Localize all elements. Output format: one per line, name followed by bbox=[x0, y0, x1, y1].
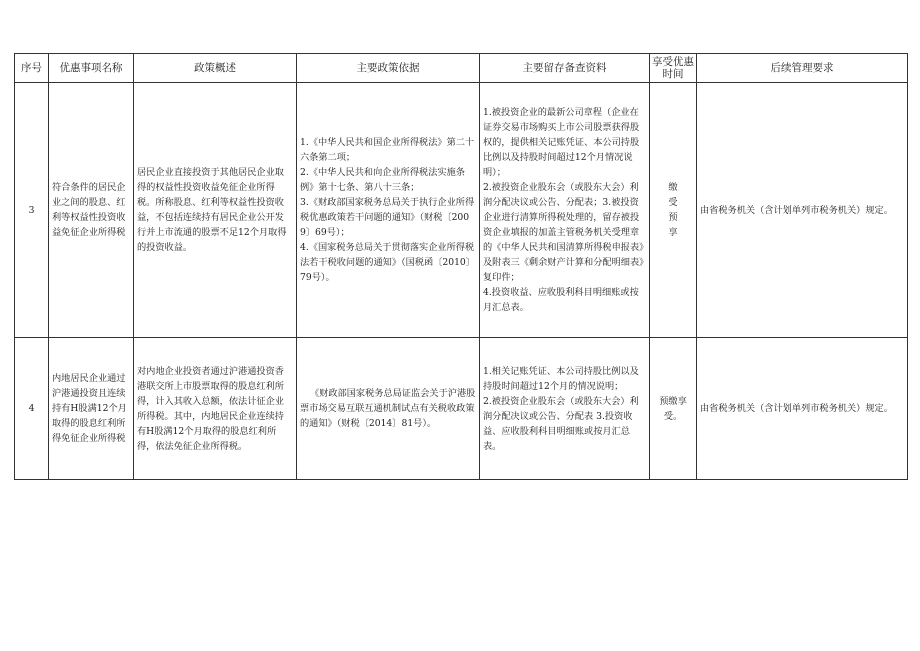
policy-summary: 居民企业直接投资于其他居民企业取得的权益性投资收益免征企业所得税。所称股息、红利等权益性投资收益，不包括连续持有居民企业公开发行并上市流通的股票不足12个月取得的投资收益。 bbox=[134, 83, 297, 338]
basis-line: 《财政部国家税务总局证监会关于沪港股票市场交易互联互通机制试点有关税收政策的通知》（财税〔2014〕81号）。 bbox=[300, 388, 476, 429]
enjoy-timing: 预缴享受。 bbox=[650, 338, 697, 480]
policy-summary: 对内地企业投资者通过沪港通投资香港联交所上市股票取得的股息红利所得，计入其收入总额，依法计征企业所得税。其中，内地居民企业连续持有H股满12个月取得的股息红利所得，依法免征企业所得税。 bbox=[134, 338, 297, 480]
enjoy-timing-text: 缴受预享 bbox=[668, 182, 678, 238]
basis-line: 1.《中华人民共和国企业所得税法》第二十六条第二项； bbox=[300, 137, 475, 163]
enjoy-timing bbox=[650, 83, 697, 338]
followup-requirement: 由省税务机关（含计划单列市税务机关）规定。 bbox=[697, 338, 908, 480]
policy-basis bbox=[297, 338, 480, 480]
material-line: 1.被投资企业的最新公司章程（企业在证券交易市场购买上市公司股票获得股权的，提供相关记账凭证、本公司持股比例以及持股时间超过12个月情况说明）； bbox=[483, 107, 640, 178]
followup-requirement: 由省税务机关（含计划单列市税务机关）规定。 bbox=[697, 83, 908, 338]
header-materials: 主要留存备查资料 bbox=[480, 54, 650, 83]
header-followup: 后续管理要求 bbox=[697, 54, 908, 83]
header-timing: 享受优惠时间 bbox=[650, 54, 697, 83]
basis-line: 4.《国家税务总局关于贯彻落实企业所得税法若干税收问题的通知》（国税函〔2010〕79号）。 bbox=[300, 242, 475, 283]
row-number: 4 bbox=[15, 338, 49, 480]
header-summary: 政策概述 bbox=[134, 54, 297, 83]
basis-line: 2.《中华人民共和向企业所得税法实施条例》第十七条、第八十三条； bbox=[300, 167, 465, 193]
header-name: 优惠事项名称 bbox=[49, 54, 134, 83]
retained-materials bbox=[480, 83, 650, 338]
header-basis: 主要政策依据 bbox=[297, 54, 480, 83]
table-row bbox=[15, 83, 908, 338]
header-row bbox=[15, 54, 908, 83]
item-name: 内地居民企业通过沪港通投资且连续持有H股满12个月取得的股息红利所得免征企业所得税 bbox=[49, 338, 134, 480]
retained-materials bbox=[480, 338, 650, 480]
material-line: 4.投资收益、应收股利科目明细账或按月汇总表。 bbox=[483, 287, 639, 313]
header-no: 序号 bbox=[15, 54, 49, 83]
table-row bbox=[15, 338, 908, 480]
material-line: 2.被投资企业股东会（或股东大会）利润分配决议或公告、分配表 3.投资收益、应收股利科目明细账或按月汇总表。 bbox=[483, 395, 639, 452]
material-line: 2.被投资企业股东会（或股东大会）利润分配决议或公告、分配表；3.被投资企业进行清算所得税处理的，留存被投资企业填报的加盖主管税务机关受理章的《中华人民共和国清算所得税申报表》及附表三《剩余财产计算和分配明细表》复印件； bbox=[483, 182, 644, 283]
policy-basis bbox=[297, 83, 480, 338]
material-line: 1.相关记账凭证、本公司持股比例以及持股时间超过12个月的情况说明； bbox=[483, 365, 639, 392]
row-number: 3 bbox=[15, 83, 49, 338]
basis-line: 3.《财政部国家税务总局关于执行企业所得税优惠政策若干问题的通知》（财税〔2009〕69号）； bbox=[300, 197, 475, 238]
policy-table bbox=[14, 53, 908, 480]
item-name: 符合条件的居民企业之间的股息、红利等权益性投资收益免征企业所得税 bbox=[49, 83, 134, 338]
